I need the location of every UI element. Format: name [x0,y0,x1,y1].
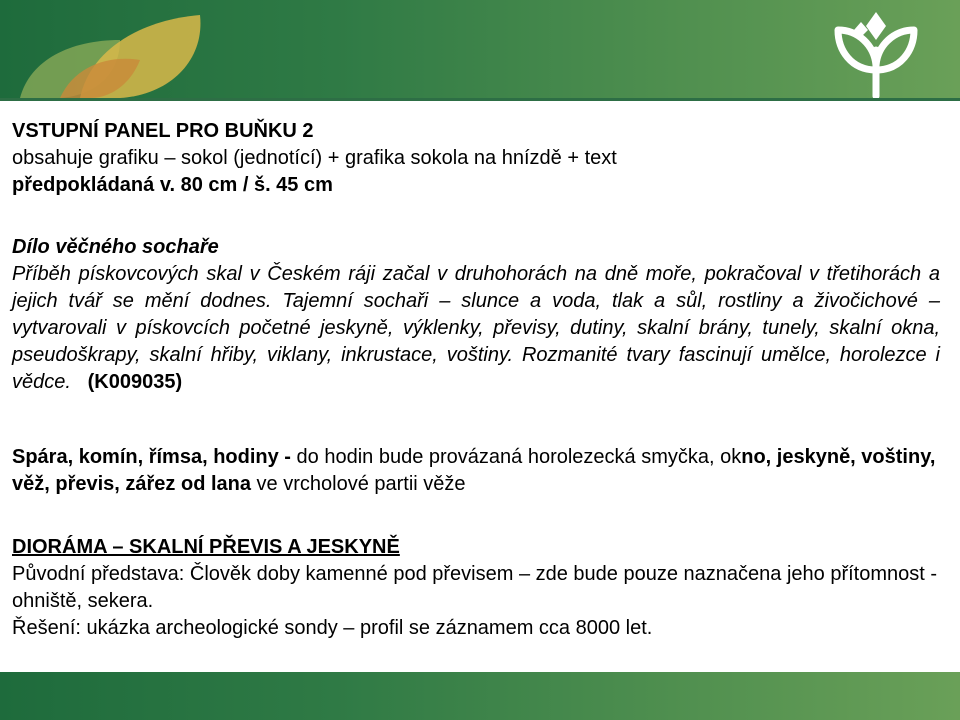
formations-bold-1: Spára, komín, římsa, hodiny - [12,446,291,468]
diorama-original-idea: Původní představa: Člověk doby kamenné pod převisem – zde bude pouze naznačena jeho přítomnost - ohniště, sekera. [12,563,938,612]
formations-text-2: ve vrcholové partii věže [251,473,466,495]
header-band [0,0,960,98]
formations-block [12,444,940,498]
leaf-decoration [0,0,260,98]
sculptor-code: (K009035) [87,371,183,393]
plant-logo-icon [826,10,926,98]
sculptor-heading: Dílo věčného sochaře [12,236,219,258]
panel-size: předpokládaná v. 80 cm / š. 45 cm [12,174,333,196]
formations-text-1: do hodin bude provázaná horolezecká smyčka, ok [290,446,742,468]
panel-description: obsahuje grafiku – sokol (jednotící) + grafika sokola na hnízdě + text [12,147,617,169]
header-divider [0,98,960,101]
sculptor-block [12,234,940,396]
diorama-heading: DIORÁMA – SKALNÍ PŘEVIS A JESKYNĚ [12,536,400,558]
formations-bold-2: no, jeskyně, voštiny, věž, převis, zářez od lana [12,446,936,495]
diorama-block [12,534,940,642]
diorama-solution: Řešení: ukázka archeologické sondy – profil se záznamem cca 8000 let. [12,617,653,639]
panel-spec-block [12,118,940,199]
footer-band [0,672,960,720]
panel-title: VSTUPNÍ PANEL PRO BUŇKU 2 [12,120,314,142]
sculptor-paragraph: Příběh pískovcových skal v Českém ráji začal v druhohorách na dně moře, pokračoval v třetihorách a jejich tvář se mění dodnes. Tajemní sochaři – slunce a voda, tlak a sůl, rostliny a živočichové – vytvarovali v pískovcích početné jeskyně, výklenky, převisy, dutiny, skalní brány, tunely, skalní okna, pseudoškrapy, skalní hřiby, viklany, inkrustace, voštiny. Rozmanité tvary fascinují umělce, horolezce i vědce. [12,263,940,393]
